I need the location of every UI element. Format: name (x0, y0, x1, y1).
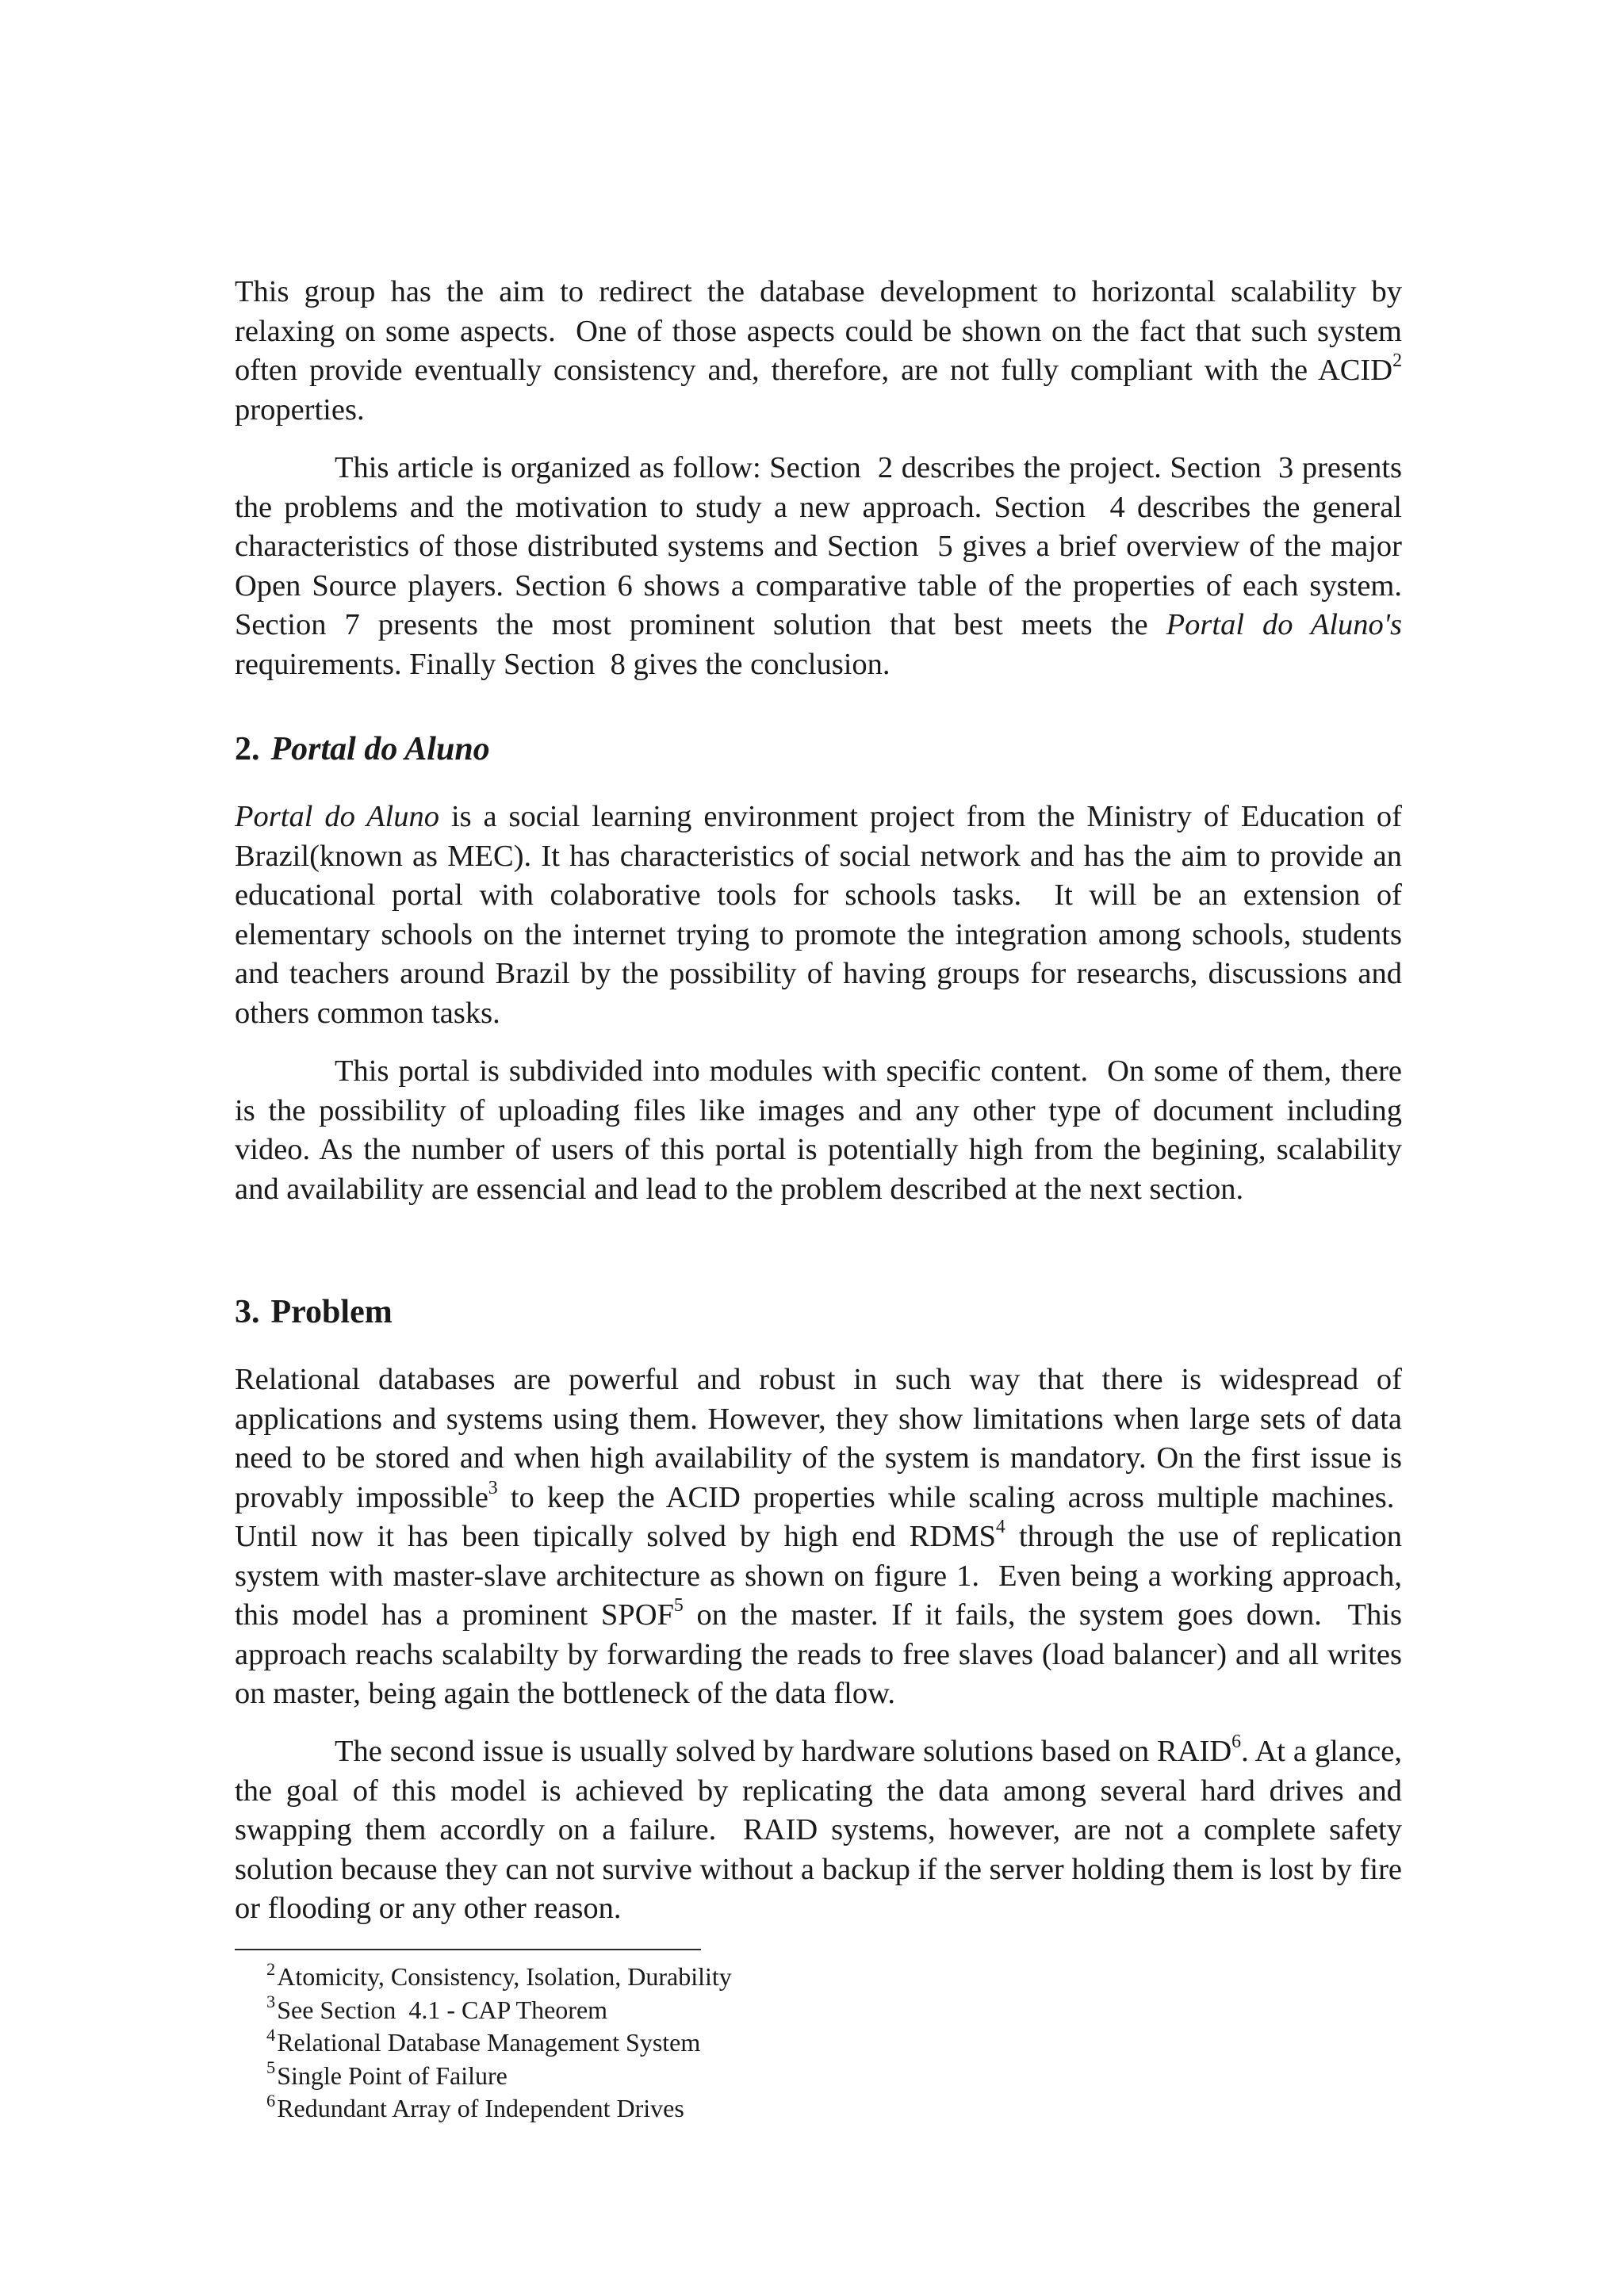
intro-paragraph-2-italic: Portal do Aluno's (1166, 608, 1402, 641)
footnote-mark: 4 (266, 2024, 276, 2045)
intro-paragraph-2-text: This article is organized as follow: Section 2 describes the project. Section 3 presents the problems and the motivation to study a new approach. Section 4 describes the general characteristics of those distributed systems and Section 5 gives a brief overview of the major Open Source players. Section 6 shows a comparative table of the properties of each system. Section 7 presents the most prominent solution that best meets the (235, 451, 1402, 641)
section-2-paragraph-2 (235, 1052, 1402, 1209)
footnote-text: Relational Database Management System (277, 2028, 701, 2057)
footnote-mark: 5 (266, 2057, 276, 2078)
footnote-mark: 2 (266, 1958, 276, 1979)
footnote-text: Redundant Array of Independent Drives (277, 2094, 684, 2122)
section-3-paragraph-1-text-c: through the use of replication system with master-slave architecture as shown on figure 1. Even being a working approach, this model has a prominent SPOF (235, 1520, 1402, 1632)
footnote-text: See Section 4.1 - CAP Theorem (277, 1995, 608, 2024)
intro-paragraph-2 (235, 449, 1402, 684)
footnotes-list (235, 1958, 1186, 2126)
section-2-number: 2. (235, 731, 260, 767)
footnote-ref-6[interactable]: 6 (1231, 1731, 1242, 1752)
section-3-paragraph-2-text-b: . At a glance, the goal of this model is achieved by replicating the data among several hard drives and swapping them accordly on a failure. RAID systems, however, are not a complete safety solution because they can not survive without a backup if the server holding them is lost by fire or flooding or any other reason. (235, 1735, 1402, 1925)
section-3-paragraph-1-text-a: Relational databases are powerful and robust in such way that there is widespread of applications and systems using them. However, they show limitations when large sets of data need to be stored and when high availability of the system is mandatory. On the first issue is provably impossible (235, 1363, 1402, 1514)
footnote-ref-4[interactable]: 4 (995, 1516, 1005, 1537)
intro-paragraph-1-text-end: properties. (235, 392, 365, 427)
section-2-paragraph-1-text: is a social learning environment project from the Ministry of Education of Brazil(known as MEC). It has characteristics of social network and has the aim to provide an educational portal with colaborative tools for schools tasks. It will be an extension of elementary schools on the internet trying to promote the integration among schools, students and teachers around Brazil by the possibility of having groups for researchs, discussions and others common tasks. (235, 800, 1402, 1030)
section-3-paragraph-1 (235, 1360, 1402, 1714)
section-3-paragraph-1-text-b: to keep the ACID properties while scaling across multiple machines. Until now it has been tipically solved by high end RDMS (235, 1480, 1403, 1553)
section-2-title: Portal do Aluno (270, 731, 490, 767)
footnote-3 (235, 1994, 1186, 2027)
footnote-text: Single Point of Failure (277, 2061, 508, 2090)
section-2-paragraph-2-text: This portal is subdivided into modules with specific content. On some of them, there is the possibility of uploading files like images and any other type of document including video. As the number of users of this portal is potentially high from the begining, scalability and availability are essencial and lead to the problem described at the next section. (235, 1054, 1402, 1206)
intro-paragraph-1-text: This group has the aim to redirect the database development to horizontal scalability by relaxing on some aspects. One of those aspects could be shown on the fact that such system often provide eventually consistency and, therefore, are not fully compliant with the ACID (235, 275, 1402, 387)
intro-paragraph-2-text-end: requirements. Finally Section 8 gives the conclusion. (235, 647, 891, 681)
footnote-mark: 3 (266, 1992, 276, 2012)
footnote-mark: 6 (266, 2090, 276, 2110)
footnote-4 (235, 2026, 1186, 2060)
section-2-paragraph-1-italic: Portal do Aluno (235, 800, 440, 833)
footnote-divider (235, 1949, 701, 1950)
section-3-heading (235, 1292, 393, 1332)
section-3-paragraph-2 (235, 1732, 1402, 1929)
footnote-ref-5[interactable]: 5 (673, 1594, 684, 1616)
intro-paragraph-1 (235, 273, 1402, 430)
section-2-paragraph-1 (235, 798, 1402, 1033)
section-2-heading (235, 729, 490, 769)
footnote-text: Atomicity, Consistency, Isolation, Durability (277, 1962, 732, 1991)
footnote-5 (235, 2057, 1186, 2093)
footnote-ref-2[interactable]: 2 (1392, 350, 1402, 371)
footnote-ref-3[interactable]: 3 (488, 1477, 498, 1498)
footnote-2 (235, 1958, 1186, 1994)
section-3-paragraph-1-text-d: on the master. If it fails, the system goes down. This approach reachs scalabilty by forwarding the reads to free slaves (load balancer) and all writes on master, being again the bottleneck of the data flow. (235, 1598, 1402, 1710)
section-3-title: Problem (270, 1294, 393, 1330)
section-3-paragraph-2-text-a: The second issue is usually solved by hardware solutions based on RAID (335, 1735, 1232, 1768)
section-3-number: 3. (235, 1294, 260, 1330)
footnote-6 (235, 2092, 1186, 2126)
